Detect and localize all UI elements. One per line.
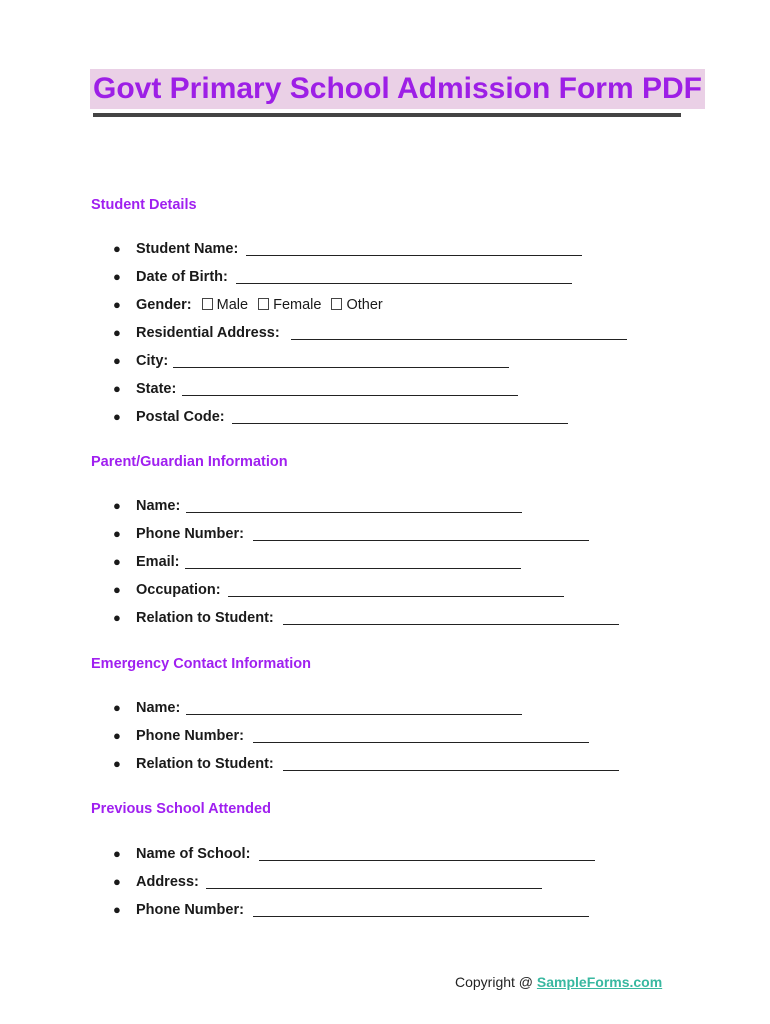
bullet-icon: ● bbox=[113, 874, 121, 889]
bullet-icon: ● bbox=[113, 700, 121, 715]
field-label: Date of Birth: bbox=[136, 269, 228, 285]
female-checkbox-icon[interactable] bbox=[258, 298, 269, 310]
copyright-text: Copyright @ bbox=[455, 974, 534, 990]
bullet-icon: ● bbox=[113, 902, 121, 917]
residential-address-line[interactable] bbox=[291, 339, 627, 340]
state-line[interactable] bbox=[182, 395, 518, 396]
brand-link[interactable]: SampleForms.com bbox=[536, 974, 663, 990]
bullet-icon: ● bbox=[113, 498, 121, 513]
date-of-birth-line[interactable] bbox=[236, 283, 572, 284]
bullet-icon: ● bbox=[113, 728, 121, 743]
gender-options bbox=[196, 297, 383, 313]
parent-relation-line[interactable] bbox=[283, 624, 619, 625]
bullet-icon: ● bbox=[113, 756, 121, 771]
field-label: State: bbox=[136, 381, 177, 397]
bullet-icon: ● bbox=[113, 353, 121, 368]
school-address-line[interactable] bbox=[206, 888, 542, 889]
emergency-contact-heading: Emergency Contact Information bbox=[91, 656, 311, 672]
field-label: Phone Number: bbox=[136, 902, 244, 918]
city-line[interactable] bbox=[173, 367, 509, 368]
field-label: Phone Number: bbox=[136, 728, 244, 744]
bullet-icon: ● bbox=[113, 409, 121, 424]
field-label: Student Name: bbox=[136, 241, 239, 257]
bullet-icon: ● bbox=[113, 241, 121, 256]
field-label: Name of School: bbox=[136, 846, 251, 862]
postal-code-line[interactable] bbox=[232, 423, 568, 424]
bullet-icon: ● bbox=[113, 582, 121, 597]
field-label: Residential Address: bbox=[136, 325, 280, 341]
field-label: Gender: bbox=[136, 297, 192, 313]
emergency-name-line[interactable] bbox=[186, 714, 522, 715]
field-label: Phone Number: bbox=[136, 526, 244, 542]
male-option-label: Male bbox=[216, 297, 249, 313]
female-option-label: Female bbox=[273, 297, 322, 313]
bullet-icon: ● bbox=[113, 554, 121, 569]
bullet-icon: ● bbox=[113, 846, 121, 861]
other-option-label: Other bbox=[346, 297, 383, 313]
student-name-line[interactable] bbox=[246, 255, 582, 256]
field-label: Postal Code: bbox=[136, 409, 225, 425]
bullet-icon: ● bbox=[113, 381, 121, 396]
previous-school-heading: Previous School Attended bbox=[91, 801, 271, 817]
other-checkbox-icon[interactable] bbox=[331, 298, 342, 310]
emergency-phone-line[interactable] bbox=[253, 742, 589, 743]
parent-occupation-line[interactable] bbox=[228, 596, 564, 597]
page-title: Govt Primary School Admission Form PDF bbox=[90, 69, 705, 109]
gender-row bbox=[136, 296, 383, 314]
field-label: Name: bbox=[136, 700, 181, 716]
parent-phone-line[interactable] bbox=[253, 540, 589, 541]
parent-guardian-heading: Parent/Guardian Information bbox=[91, 454, 288, 470]
student-details-heading: Student Details bbox=[91, 197, 197, 213]
male-checkbox-icon[interactable] bbox=[202, 298, 213, 310]
bullet-icon: ● bbox=[113, 297, 121, 312]
field-label: Relation to Student: bbox=[136, 756, 274, 772]
field-label: Occupation: bbox=[136, 582, 221, 598]
field-label: Name: bbox=[136, 498, 181, 514]
bullet-icon: ● bbox=[113, 526, 121, 541]
emergency-relation-line[interactable] bbox=[283, 770, 619, 771]
parent-email-line[interactable] bbox=[185, 568, 521, 569]
field-label: Relation to Student: bbox=[136, 610, 274, 626]
title-underline bbox=[93, 113, 681, 117]
bullet-icon: ● bbox=[113, 325, 121, 340]
field-label: City: bbox=[136, 353, 169, 369]
field-label: Email: bbox=[136, 554, 180, 570]
copyright-footer bbox=[455, 974, 662, 990]
bullet-icon: ● bbox=[113, 269, 121, 284]
school-phone-line[interactable] bbox=[253, 916, 589, 917]
parent-name-line[interactable] bbox=[186, 512, 522, 513]
bullet-icon: ● bbox=[113, 610, 121, 625]
field-label: Address: bbox=[136, 874, 199, 890]
school-name-line[interactable] bbox=[259, 860, 595, 861]
